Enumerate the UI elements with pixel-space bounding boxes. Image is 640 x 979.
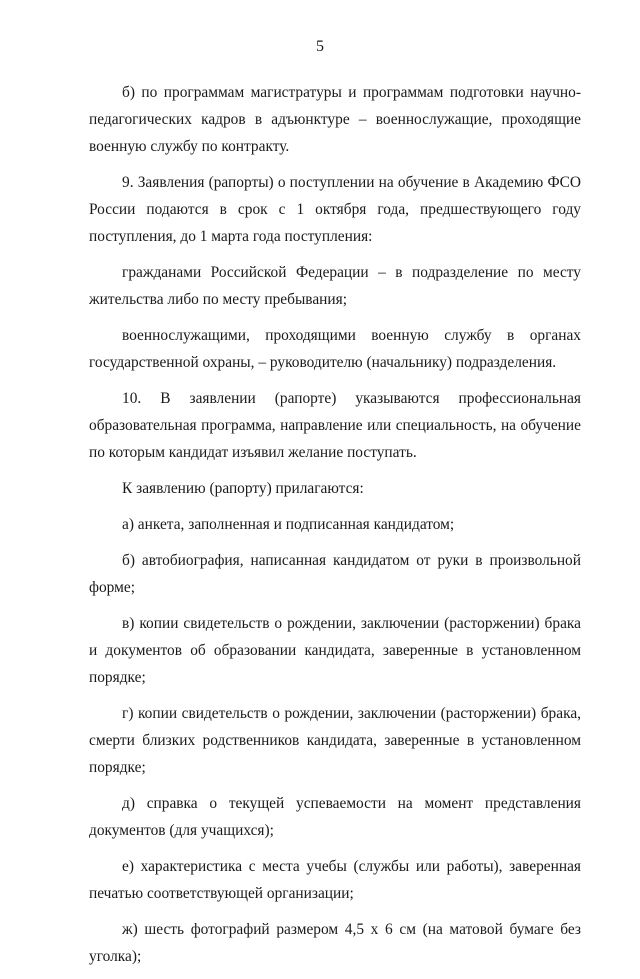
list-item-b-autobiography: б) автобиография, написанная кандидатом от руки в произвольной форме; (89, 552, 581, 596)
paragraph-9-application-terms: 9. Заявления (рапорты) о поступлении на обучение в Академию ФСО России подаются в срок с 1 октября года, предшествующего году поступления, до 1 марта года поступления: (89, 174, 581, 245)
list-item-e-reference: е) характеристика с места учебы (службы или работы), заверенная печатью соответствующей организации; (89, 858, 581, 902)
document-body (89, 79, 581, 979)
list-item-a-questionnaire: а) анкета, заполненная и подписанная кандидатом; (122, 516, 455, 533)
list-item-g-relatives-certificates: г) копии свидетельств о рождении, заключении (расторжении) брака, смерти близких родственников кандидата, заверенные в установленном порядке; (89, 705, 581, 776)
paragraph-citizens: гражданами Российской Федерации – в подразделение по месту жительства либо по месту пребывания; (89, 264, 581, 308)
paragraph-b-masters: б) по программам магистратуры и программам подготовки научно-педагогических кадров в адъюнктуре – военнослужащие, проходящие военную службу по контракту. (89, 84, 581, 155)
paragraph-servicemen: военнослужащими, проходящими военную службу в органах государственной охраны, – руководителю (начальнику) подразделения. (89, 327, 581, 371)
list-item-v-certificates: в) копии свидетельств о рождении, заключении (расторжении) брака и документов об образовании кандидата, заверенные в установленном порядке; (89, 615, 581, 686)
page-number: 5 (316, 38, 324, 55)
paragraph-10-application-content: 10. В заявлении (рапорте) указываются профессиональная образовательная программа, направление или специальность, на обучение по которым кандидат изъявил желание поступать. (89, 390, 581, 461)
paragraph-attachments-intro: К заявлению (рапорту) прилагаются: (122, 480, 364, 497)
list-item-zh-photographs: ж) шесть фотографий размером 4,5 x 6 см (на матовой бумаге без уголка); (89, 921, 581, 965)
list-item-d-academic-record: д) справка о текущей успеваемости на момент представления документов (для учащихся); (89, 795, 581, 839)
